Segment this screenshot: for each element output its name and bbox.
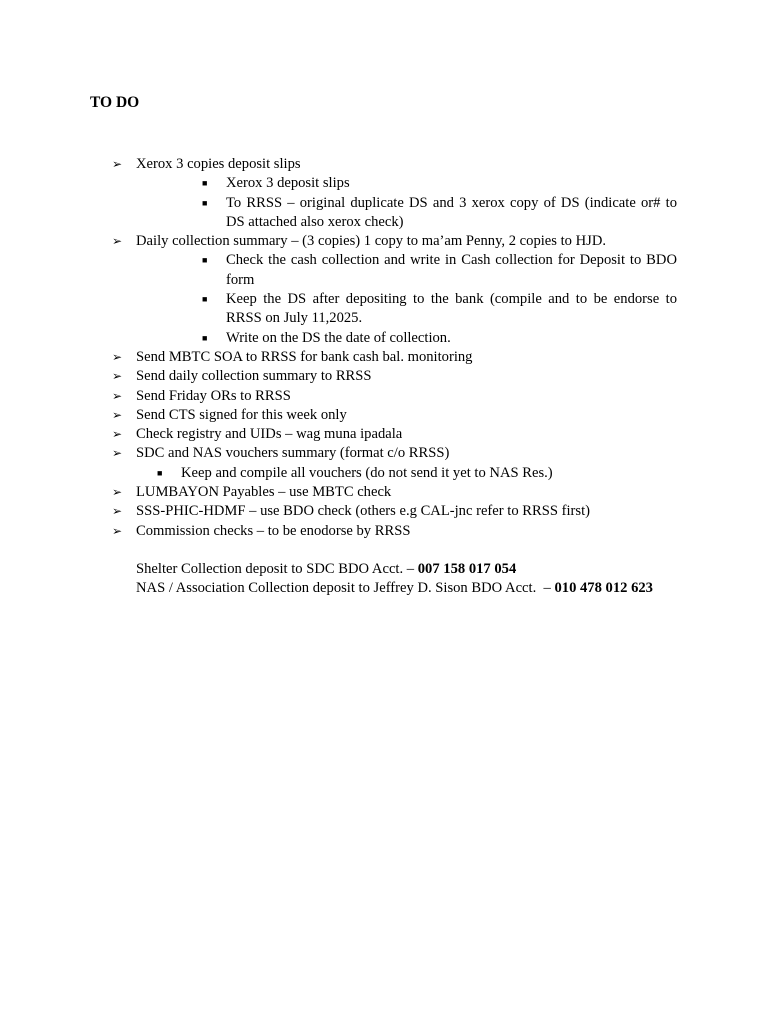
list-item — [0, 406, 768, 425]
square-bullet-icon: ■ — [202, 197, 208, 208]
arrow-bullet-icon: ➢ — [112, 234, 123, 249]
list-item-text: LUMBAYON Payables – use MBTC check — [136, 484, 392, 501]
list-item — [0, 444, 768, 463]
page-title: TO DO — [90, 94, 140, 111]
list-item-text: Send daily collection summary to RRSS — [136, 368, 372, 385]
list-item-text: To RRSS – original duplicate DS and 3 xerox copy of DS (indicate or# to DS attached also xerox check) — [226, 194, 677, 230]
list-item-text: Send MBTC SOA to RRSS for bank cash bal. monitoring — [136, 348, 473, 365]
list-item-text: Send Friday ORs to RRSS — [136, 387, 291, 404]
arrow-bullet-icon: ➢ — [112, 157, 123, 171]
list-item — [0, 329, 768, 348]
bank-accounts — [136, 560, 756, 599]
list-item — [0, 174, 768, 193]
square-bullet-icon: ■ — [202, 294, 208, 305]
arrow-bullet-icon: ➢ — [112, 446, 123, 461]
list-item-text: SSS-PHIC-HDMF – use BDO check (others e.g CAL-jnc refer to RRSS first) — [136, 503, 590, 520]
list-item-text: Send CTS signed for this week only — [136, 406, 347, 423]
square-bullet-icon: ■ — [202, 332, 208, 343]
list-item — [0, 155, 768, 174]
list-item — [0, 464, 768, 483]
account-label: Shelter Collection deposit to SDC BDO Acct. – — [136, 561, 418, 577]
list-item — [0, 251, 768, 290]
list-item — [0, 232, 768, 251]
account-line — [136, 560, 756, 579]
square-bullet-icon: ■ — [202, 255, 208, 266]
list-item — [0, 502, 768, 521]
account-line — [136, 579, 756, 598]
square-bullet-icon: ■ — [202, 178, 208, 189]
list-item-text: Keep and compile all vouchers (do not send it yet to NAS Res.) — [181, 464, 553, 481]
list-item-text: Xerox 3 deposit slips — [226, 175, 350, 192]
list-item — [0, 522, 768, 541]
list-item-text: Commission checks – to be enodorse by RRSS — [136, 522, 411, 539]
list-item — [0, 290, 768, 329]
list-item-text: Check the cash collection and write in Cash collection for Deposit to BDO form — [226, 252, 677, 288]
todo-list — [0, 155, 768, 541]
list-item-text: Check registry and UIDs – wag muna ipadala — [136, 426, 403, 443]
square-bullet-icon: ■ — [157, 467, 163, 478]
list-item-text: Daily collection summary – (3 copies) 1 copy to ma’am Penny, 2 copies to HJD. — [136, 233, 607, 250]
arrow-bullet-icon: ➢ — [112, 504, 123, 519]
account-number: 010 478 012 623 — [554, 580, 653, 597]
arrow-bullet-icon: ➢ — [112, 349, 123, 364]
arrow-bullet-icon: ➢ — [112, 369, 123, 384]
list-item — [0, 348, 768, 367]
list-item-text: SDC and NAS vouchers summary (format c/o RRSS) — [136, 445, 450, 462]
list-item-text: Write on the DS the date of collection. — [226, 329, 451, 346]
arrow-bullet-icon: ➢ — [112, 427, 123, 442]
arrow-bullet-icon: ➢ — [112, 388, 123, 403]
arrow-bullet-icon: ➢ — [112, 523, 123, 538]
list-item — [0, 367, 768, 386]
list-item-text: Keep the DS after depositing to the bank (compile and to be endorse to RRSS on July 11,2025. — [226, 291, 677, 327]
arrow-bullet-icon: ➢ — [112, 407, 123, 422]
arrow-bullet-icon: ➢ — [112, 485, 123, 500]
list-item — [0, 425, 768, 444]
account-number: 007 158 017 054 — [417, 561, 517, 577]
list-item — [0, 387, 768, 406]
list-item — [0, 483, 768, 502]
list-item — [0, 194, 768, 233]
account-label: NAS / Association Collection deposit to Jeffrey D. Sison BDO Acct. – — [136, 580, 555, 597]
list-item-text: Xerox 3 copies deposit slips — [136, 156, 301, 172]
